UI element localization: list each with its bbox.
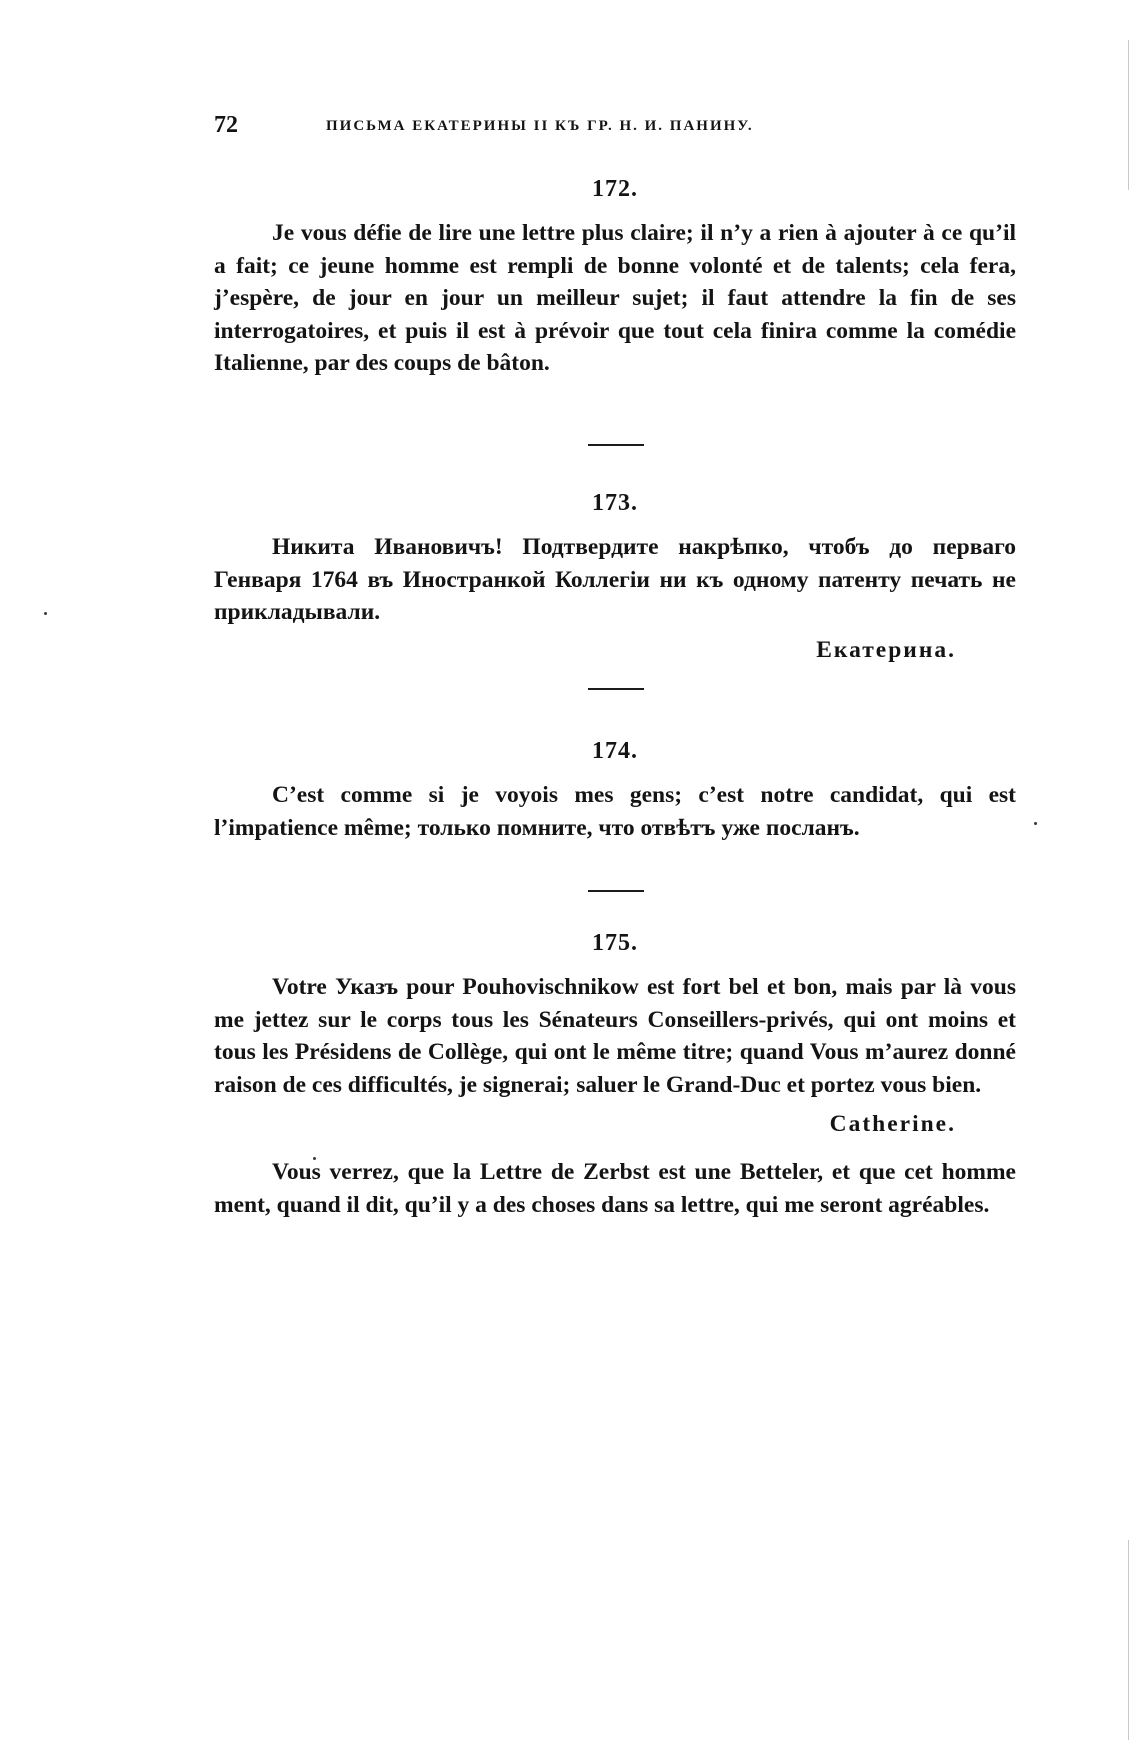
page-header [214, 112, 934, 152]
running-head: ПИСЬМА ЕКАТЕРИНЫ II КЪ ГР. Н. И. ПАНИНУ. [326, 118, 754, 134]
signature: Екатерина. [816, 636, 956, 663]
section-divider [588, 688, 644, 690]
page-number: 72 [214, 112, 238, 138]
letter-number: 172. [592, 176, 638, 202]
letter-text: Никита Ивановичъ! Подтвердите накрѣпко, чтобъ до перваго Генваря 1764 въ Иностранкой Коллегіи ни къ одному патенту печать не прикладывали. [214, 534, 1016, 625]
scan-edge-mark [1128, 1540, 1129, 1740]
letter-text: Je vous défie de lire une lettre plus claire; il n’y a rien à ajouter à ce qu’il a fait; ce jeune homme est rempli de bonne volonté et de talents; cela fera, j’espère, de jour en jour un meilleur sujet; il faut attendre la fin de ses interrogatoires, et puis il est à prévoir que tout cela finira comme la comédie Italienne, par des coups de bâton. [214, 220, 1016, 376]
section-divider [588, 890, 644, 892]
letter-number: 175. [592, 930, 638, 956]
scan-edge-mark [1128, 40, 1129, 190]
letter-number: 173. [592, 490, 638, 516]
letter-173 [214, 490, 1016, 664]
letter-text: C’est comme si je voyois mes gens; c’est notre candidat, qui est l’impatience même; только помните, что отвѣтъ уже посланъ. [214, 782, 1016, 841]
letter-172 [214, 176, 1016, 380]
scan-speck [44, 612, 47, 615]
letter-number: 174. [592, 738, 638, 764]
scan-speck [1034, 822, 1037, 825]
section-divider [588, 444, 644, 446]
letter-174 [214, 738, 1016, 844]
postscript-text: Vous verrez, que la Lettre de Zerbst est une Betteler, et que cet homme ment, quand il dit, qu’il y a des choses dans sa lettre, qui me seront agréables. [214, 1159, 1016, 1218]
letter-175 [214, 930, 1016, 1221]
letter-text: Votre Указъ pour Pouhovischnikow est fort bel et bon, mais par là vous me jettez sur le corps tous les Sénateurs Conseillers-privés, qui ont moins et tous les Présidens de Collège, qui ont le même titre; quand Vous m’aurez donné raison de ces difficultés, je signerai; saluer le Grand-Duc et portez vous bien. [214, 974, 1016, 1098]
signature: Catherine. [829, 1111, 956, 1137]
